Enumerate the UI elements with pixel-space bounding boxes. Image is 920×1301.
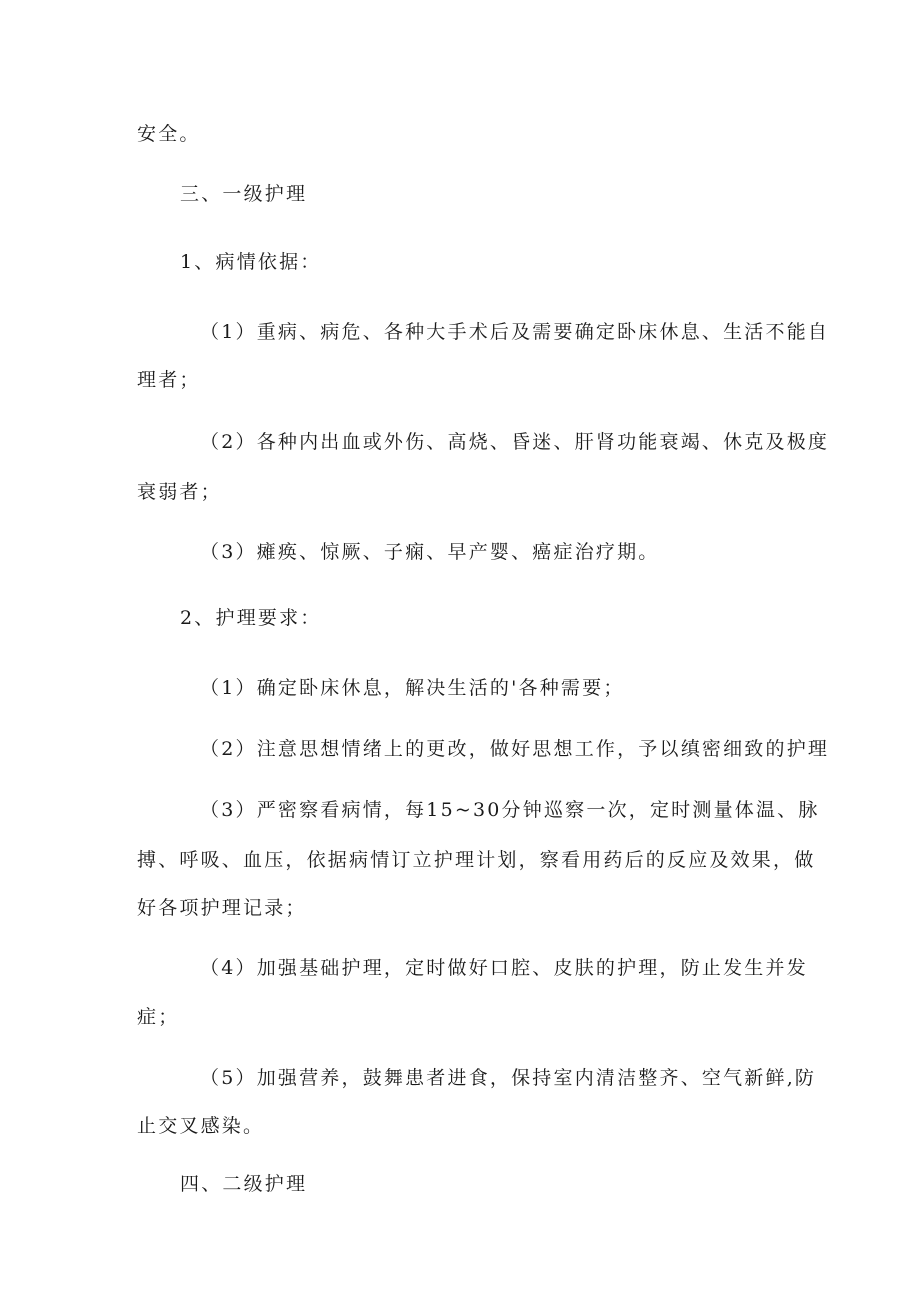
- requirement-item-5-line-2: 止交叉感染。: [137, 1115, 265, 1137]
- list-item-2-line-2: 衰弱者；: [137, 481, 222, 503]
- requirement-item-3-line-3: 好各项护理记录；: [137, 897, 307, 919]
- requirement-item-4-line-1: （4）加强基础护理，定时做好口腔、皮肤的护理，防止发生并发: [200, 957, 808, 979]
- requirement-item-1: （1）确定卧床休息，解决生活的'各种需要；: [200, 677, 625, 699]
- requirement-item-5-line-1: （5）加强营养，鼓舞患者进食，保持室内清洁整齐、空气新鲜,防: [200, 1067, 817, 1089]
- list-item-2-line-1: （2）各种内出血或外伤、高烧、昏迷、肝肾功能衰竭、休克及极度: [200, 431, 830, 453]
- text-line-continuation: 安全。: [137, 123, 201, 145]
- subheading-care-requirements: 2、护理要求：: [180, 607, 322, 629]
- requirement-item-3-line-2: 搏、呼吸、血压，依据病情订立护理计划，察看用药后的反应及效果，做: [137, 849, 816, 871]
- section-heading-level-one-care: 三、一级护理: [180, 183, 308, 205]
- section-heading-level-two-care: 四、二级护理: [180, 1173, 308, 1195]
- list-item-1-line-2: 理者；: [137, 369, 201, 391]
- requirement-item-4-line-2: 症；: [137, 1006, 180, 1028]
- requirement-item-2: （2）注意思想情绪上的更改，做好思想工作，予以缜密细致的护理: [200, 738, 830, 760]
- requirement-item-3-line-1: （3）严密察看病情，每15~30分钟巡察一次，定时测量体温、脉: [200, 799, 820, 821]
- list-item-1-line-1: （1）重病、病危、各种大手术后及需要确定卧床休息、生活不能自: [200, 321, 830, 343]
- subheading-condition-basis: 1、病情依据：: [180, 251, 322, 273]
- list-item-3: （3）瘫痪、惊厥、子痫、早产婴、癌症治疗期。: [200, 541, 660, 563]
